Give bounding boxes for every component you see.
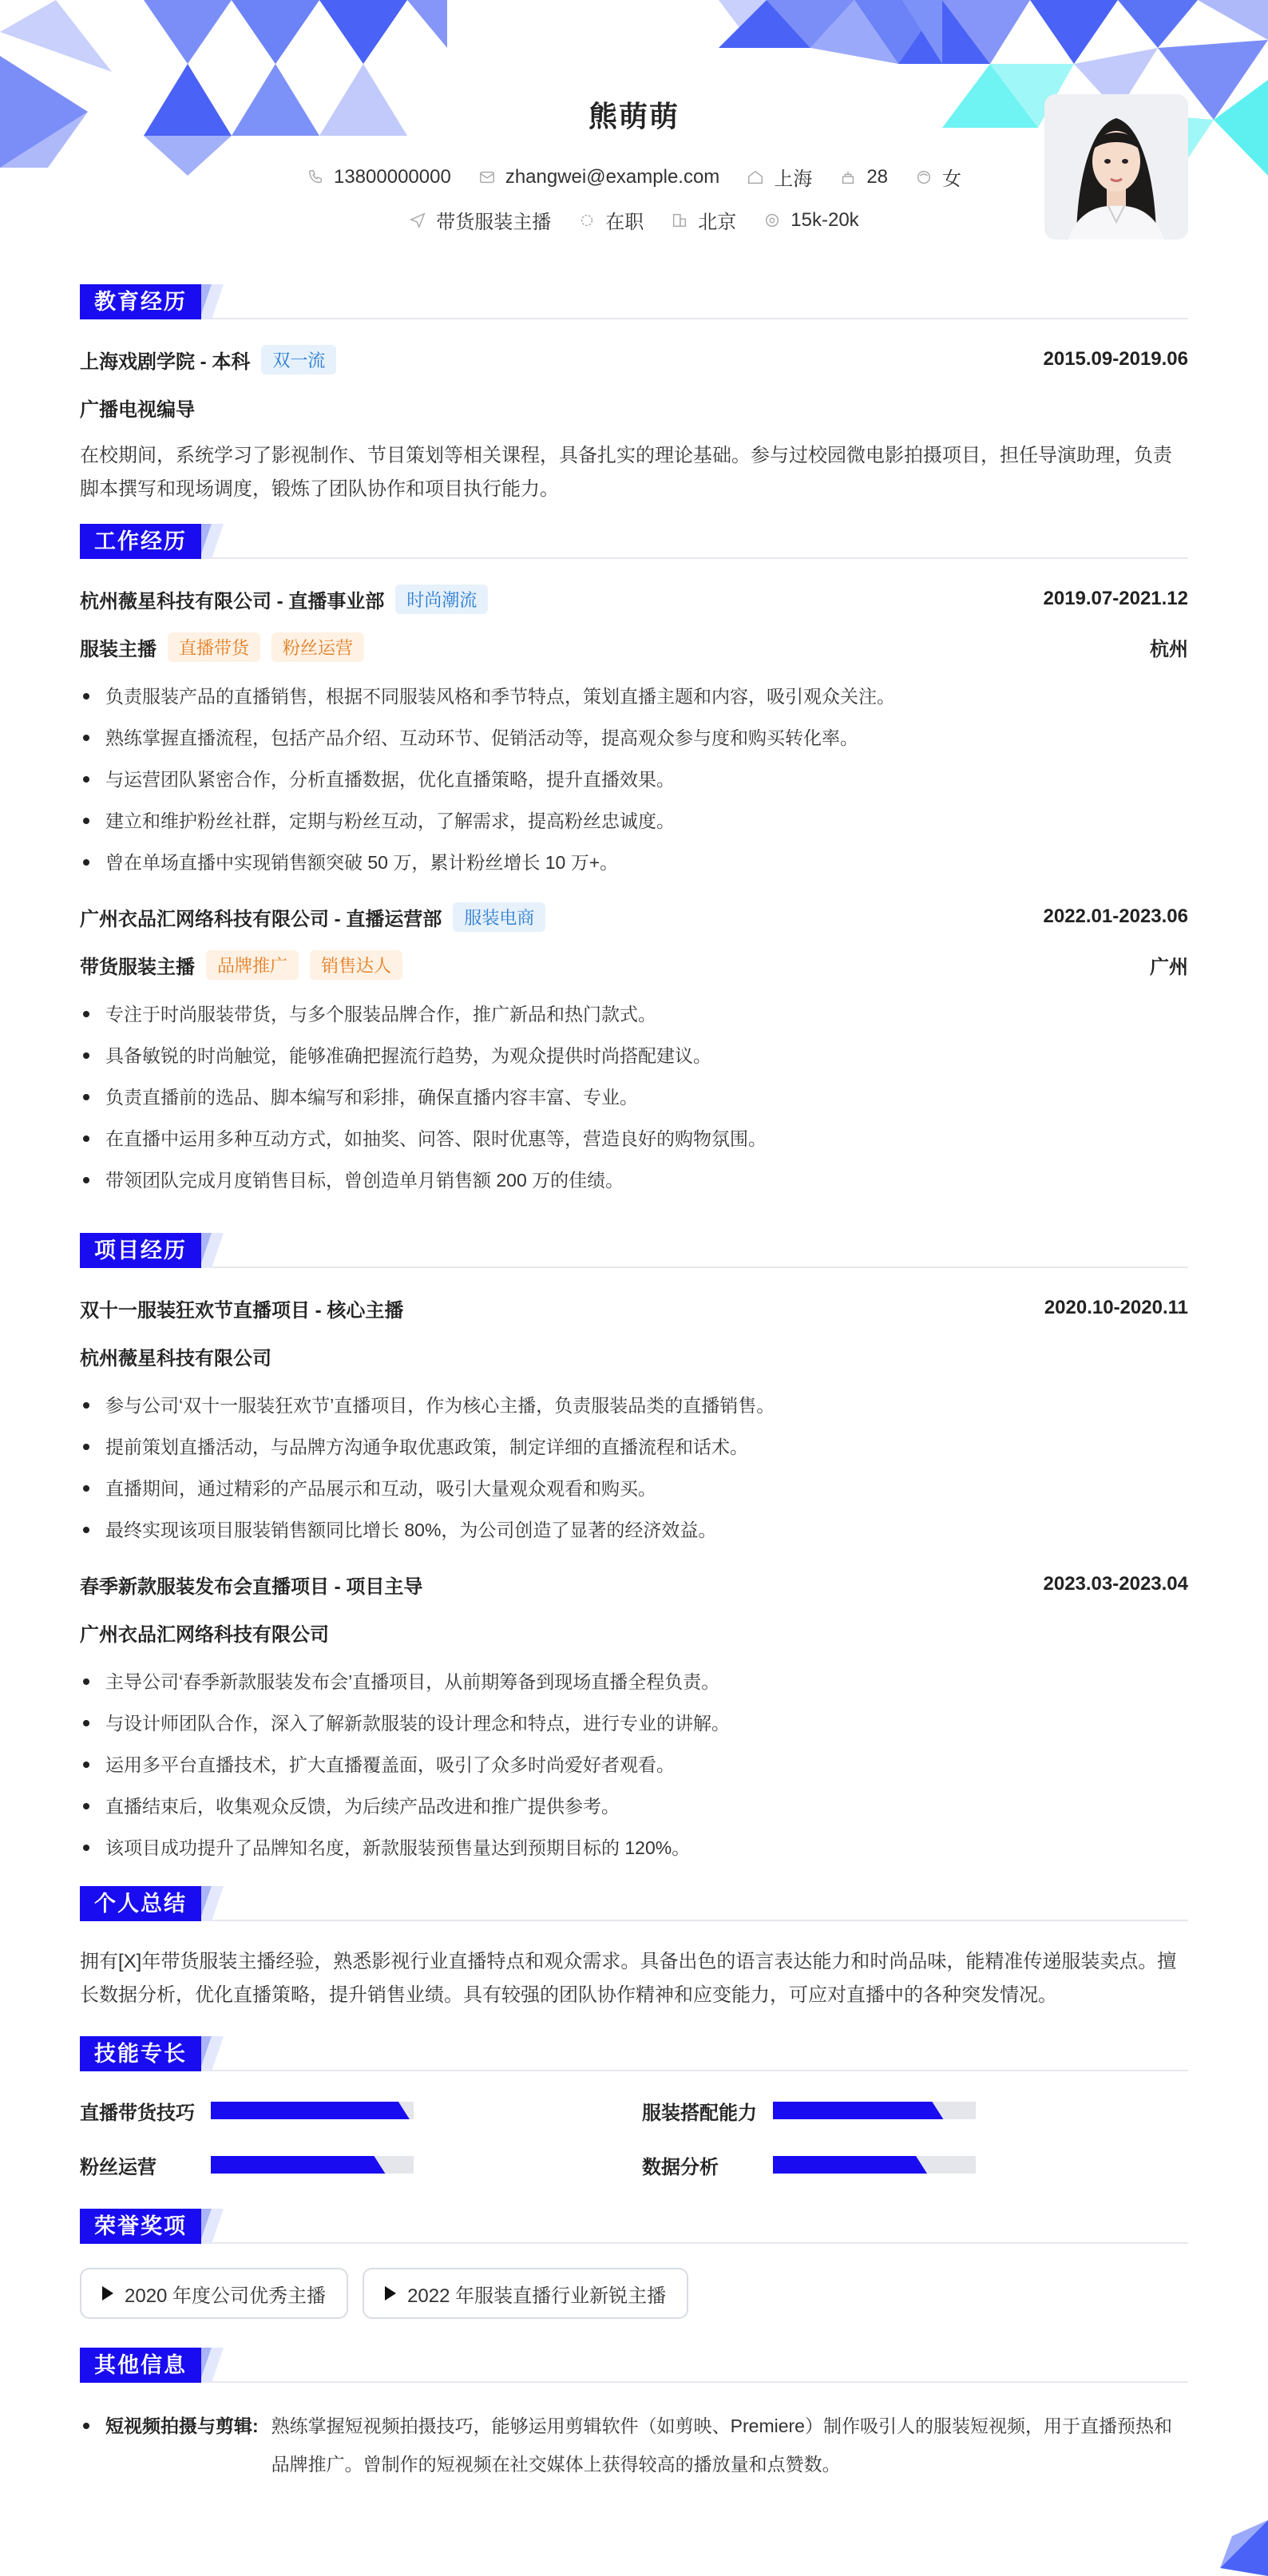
project-duties [80, 1385, 1188, 1551]
send-icon [409, 212, 426, 229]
info-email: zhangwei@example.com [478, 163, 720, 191]
section-title: 技能专长 [80, 2036, 201, 2071]
list-item: 曾在单场直播中实现销售额突破 50 万，累计粉丝增长 10 万+。 [80, 842, 1188, 883]
list-item: 负责直播前的选品、脚本编写和彩排，确保直播内容丰富、专业。 [80, 1076, 1188, 1118]
role-tag: 品牌推广 [206, 950, 299, 980]
list-item: 提前策划直播活动，与品牌方沟通争取优惠政策，制定详细的直播流程和话术。 [80, 1426, 1188, 1468]
info-city: 上海 [747, 163, 812, 191]
company-name: 杭州薇星科技有限公司 - 直播事业部 [80, 590, 385, 612]
summary-section [80, 1886, 1188, 2012]
resume-header [80, 0, 1188, 271]
skill-bar-fill [773, 2156, 927, 2174]
list-item: 该项目成功提升了品牌知名度，新款服装预售量达到预期目标的 120%。 [80, 1827, 1188, 1869]
list-item: 建立和维护粉丝社群，定期与粉丝互动，了解需求，提高粉丝忠诚度。 [80, 800, 1188, 842]
play-icon [102, 2286, 113, 2301]
project-company: 杭州薇星科技有限公司 [80, 1347, 271, 1369]
summary-heading [80, 1886, 1188, 1921]
skill-bar [773, 2156, 976, 2174]
skill-bar [211, 2156, 414, 2174]
work-section [80, 524, 1188, 1201]
summary-text: 拥有[X]年带货服装主播经验，熟悉影视行业直播特点和观众需求。具备出色的语言表达能力和时尚品味，能精准传递服装卖点。擅长数据分析，优化直播策略，提升销售业绩。具有较强的团队协作精神和应变能力，可应对直播中的各种突发情况。 [80, 1951, 1177, 2006]
list-item: 最终实现该项目服装销售额同比增长 80%，为公司创造了显著的经济效益。 [80, 1509, 1188, 1551]
school-name: 上海戏剧学院 - 本科 [80, 351, 251, 373]
skills-section [80, 2036, 1188, 2180]
role-tag: 销售达人 [310, 950, 402, 980]
other-text: 熟练掌握短视频拍摄技巧，能够运用剪辑软件（如剪映、Premiere）制作吸引人的服装短视频，用于直播预热和品牌推广。曾制作的短视频在社交媒体上获得较高的播放量和点赞数。 [271, 2415, 1172, 2475]
project-duties [80, 1661, 1188, 1869]
company-name: 广州衣品汇网络科技有限公司 - 直播运营部 [80, 908, 442, 930]
info-salary: 15k-20k [763, 206, 858, 234]
award-item [363, 2268, 688, 2319]
company-tag: 服装电商 [453, 902, 545, 932]
status-icon [578, 212, 596, 229]
project-name: 双十一服装狂欢节直播项目 - 核心主播 [80, 1299, 404, 1322]
company-tag: 时尚潮流 [395, 585, 488, 614]
role-tag: 粉丝运营 [271, 632, 364, 662]
skill-item [80, 2095, 642, 2126]
skill-item [642, 2095, 1188, 2126]
skills-heading [80, 2036, 1188, 2071]
other-label: 短视频拍摄与剪辑: [105, 2415, 259, 2436]
section-title: 荣誉奖项 [80, 2209, 201, 2244]
project-company: 广州衣品汇网络科技有限公司 [80, 1623, 329, 1646]
list-item: 主导公司‘春季新款服装发布会’直播项目，从前期筹备到现场直播全程负责。 [80, 1661, 1188, 1702]
section-title: 工作经历 [80, 524, 201, 559]
skill-name: 直播带货技巧 [80, 2102, 195, 2124]
other-section [80, 2348, 1188, 2483]
project-entry [80, 1568, 1188, 1869]
home-icon [747, 168, 764, 186]
skill-bar-fill [211, 2156, 385, 2174]
projects-section [80, 1233, 1188, 1869]
list-item: 运用多平台直播技术，扩大直播覆盖面，吸引了众多时尚爱好者观看。 [80, 1744, 1188, 1785]
education-heading [80, 284, 1188, 319]
project-date: 2023.03-2023.04 [1043, 1573, 1188, 1595]
list-item: 与设计师团队合作，深入了解新款服装的设计理念和特点，进行专业的讲解。 [80, 1702, 1188, 1744]
education-description: 在校期间，系统学习了影视制作、节目策划等相关课程，具备扎实的理论基础。参与过校园微电影拍摄项目，担任导演助理，负责脚本撰写和现场调度，锻炼了团队协作和项目执行能力。 [80, 445, 1172, 500]
skill-item [642, 2150, 1188, 2180]
skill-bar [211, 2102, 414, 2119]
list-item: 熟练掌握直播流程，包括产品介绍、互动环节、促销活动等，提高观众参与度和购买转化率。 [80, 717, 1188, 759]
work-entry [80, 901, 1188, 1201]
list-item: 参与公司‘双十一服装狂欢节’直播项目，作为核心主播，负责服装品类的直播销售。 [80, 1385, 1188, 1426]
list-item: 与运营团队紧密合作，分析直播数据，优化直播策略，提升直播效果。 [80, 759, 1188, 800]
list-item: 带领团队完成月度销售目标，曾创造单月销售额 200 万的佳绩。 [80, 1159, 1188, 1201]
award-label: 2020 年度公司优秀主播 [125, 2285, 327, 2307]
role-tag: 直播带货 [168, 632, 260, 662]
job-role: 服装主播 [80, 638, 157, 660]
info-age: 28 [839, 163, 888, 191]
info-phone: 13800000000 [307, 163, 451, 191]
skills-grid [80, 2095, 1188, 2180]
skill-bar-fill [773, 2102, 943, 2119]
work-city: 杭州 [1150, 638, 1188, 660]
list-item: 负责服装产品的直播销售，根据不同服装风格和季节特点，策划直播主题和内容，吸引观众关注。 [80, 676, 1188, 717]
project-date: 2020.10-2020.11 [1044, 1297, 1188, 1318]
age-icon [839, 168, 857, 186]
skill-item [80, 2150, 642, 2180]
work-city: 广州 [1150, 956, 1188, 978]
skill-name: 服装搭配能力 [642, 2102, 757, 2124]
work-date: 2022.01-2023.06 [1043, 906, 1188, 927]
section-title: 教育经历 [80, 284, 201, 319]
info-status: 在职 [578, 206, 644, 234]
info-position: 带货服装主播 [409, 206, 551, 234]
other-heading [80, 2348, 1188, 2383]
list-item: 直播期间，通过精彩的产品展示和互动，吸引大量观众观看和购买。 [80, 1468, 1188, 1509]
award-item [80, 2268, 348, 2319]
education-section [80, 284, 1188, 506]
awards-list [80, 2268, 1188, 2319]
list-item: 具备敏锐的时尚触觉，能够准确把握流行趋势，为观众提供时尚搭配建议。 [80, 1035, 1188, 1076]
play-icon [385, 2286, 396, 2301]
school-tag: 双一流 [261, 345, 336, 375]
work-duties [80, 993, 1188, 1201]
education-date: 2015.09-2019.06 [1043, 348, 1188, 370]
education-entry [80, 343, 1188, 506]
awards-heading [80, 2209, 1188, 2244]
skill-name: 数据分析 [642, 2156, 719, 2178]
skill-bar-fill [211, 2102, 410, 2119]
avatar [1044, 94, 1188, 240]
major: 广播电视编导 [80, 398, 195, 421]
projects-heading [80, 1233, 1188, 1268]
work-duties [80, 676, 1188, 883]
list-item: 专注于时尚服装带货，与多个服装品牌合作，推广新品和热门款式。 [80, 993, 1188, 1035]
salary-icon [763, 212, 781, 229]
section-title: 个人总结 [80, 1886, 201, 1921]
section-title: 项目经历 [80, 1233, 201, 1268]
list-item [80, 2407, 1188, 2483]
project-entry [80, 1292, 1188, 1551]
contact-row [80, 163, 1188, 191]
work-date: 2019.07-2021.12 [1043, 588, 1188, 609]
awards-section [80, 2209, 1188, 2319]
candidate-name: 熊萌萌 [588, 100, 680, 133]
work-heading [80, 524, 1188, 559]
mail-icon [478, 168, 496, 186]
corner-decoration [1172, 2480, 1268, 2576]
list-item: 在直播中运用多种互动方式，如抽奖、问答、限时优惠等，营造良好的购物氛围。 [80, 1118, 1188, 1159]
gender-icon [915, 168, 933, 186]
award-label: 2022 年服装直播行业新锐主播 [407, 2285, 667, 2307]
project-name: 春季新款服装发布会直播项目 - 项目主导 [80, 1575, 423, 1598]
phone-icon [307, 168, 324, 186]
work-entry [80, 583, 1188, 883]
skill-bar [773, 2102, 976, 2119]
list-item: 直播结束后，收集观众反馈，为后续产品改进和推广提供参考。 [80, 1785, 1188, 1827]
info-gender: 女 [915, 163, 961, 191]
info-work-city: 北京 [671, 206, 736, 234]
job-role: 带货服装主播 [80, 956, 195, 978]
building-icon [671, 212, 688, 229]
job-row [80, 206, 1188, 234]
skill-name: 粉丝运营 [80, 2156, 157, 2178]
section-title: 其他信息 [80, 2348, 201, 2383]
